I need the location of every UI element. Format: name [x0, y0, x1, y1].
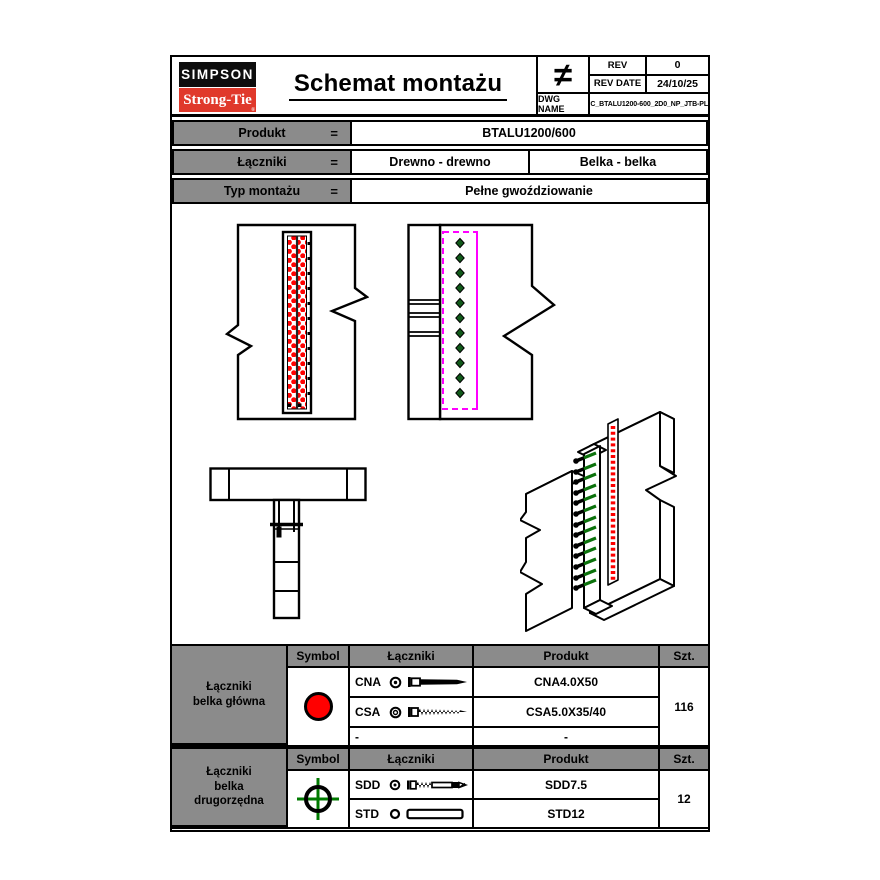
spec-row-mount-type: [172, 178, 708, 204]
fastener-row-sdd: [350, 771, 474, 800]
fastener-table-main-beam: [172, 644, 708, 747]
screw-head-icon: [389, 706, 402, 719]
spec-row-product: [172, 120, 708, 146]
fastener-code: SDD: [355, 777, 381, 792]
title-block: [172, 57, 708, 117]
dowel-profile-icon: [406, 807, 468, 821]
spec-value-beam-beam: Belka - belka: [528, 151, 706, 173]
page-title: Schemat montażu: [289, 70, 507, 101]
spec-value-mount-type: Pełne gwoździowanie: [465, 184, 593, 198]
dwg-name-row: [538, 94, 708, 114]
dwg-name-label: DWG NAME: [538, 94, 590, 114]
col-header-product: Produkt: [474, 646, 660, 668]
col-header-fasteners: Łączniki: [350, 646, 474, 668]
equals-sign: =: [330, 125, 338, 141]
sdd-screw-profile-icon: [406, 778, 468, 792]
spec-value-wood-wood: Drewno - drewno: [389, 155, 491, 169]
col-header-fasteners: Łączniki: [350, 749, 474, 771]
equals-sign: =: [330, 154, 338, 170]
nail-profile-icon: [407, 675, 469, 689]
red-circle-icon: [304, 692, 333, 721]
registered-mark: ®: [251, 108, 255, 113]
brand-strongtie-label: Strong-Tie ®: [179, 88, 256, 112]
product-csa: CSA5.0X35/40: [474, 698, 660, 728]
col-header-qty: Szt.: [660, 749, 708, 771]
group-label-main-beam: Łączniki belka główna: [172, 646, 288, 745]
product-sdd: SDD7.5: [474, 771, 660, 800]
fastener-row-std: [350, 800, 474, 827]
spec-label-fasteners: Łączniki: [237, 155, 287, 169]
fastener-code: CSA: [355, 705, 381, 719]
col-header-symbol: Symbol: [288, 749, 350, 771]
drawing-sheet: [170, 55, 710, 832]
product-std: STD12: [474, 800, 660, 827]
spec-value-product: BTALU1200/600: [482, 126, 576, 140]
rev-row: [590, 57, 708, 76]
col-header-symbol: Symbol: [288, 646, 350, 668]
revision-block: [536, 57, 708, 114]
symbol-cell-main-beam: [288, 668, 350, 745]
spec-label-mount-type: Typ montażu: [223, 184, 301, 198]
screw-profile-icon: [407, 705, 469, 719]
front-view-drawing: [224, 222, 369, 422]
qty-main-beam: 116: [660, 668, 708, 745]
plan-view-drawing: [208, 466, 368, 621]
isometric-view-drawing: [520, 390, 706, 637]
rev-date-value: 24/10/25: [657, 77, 698, 90]
spec-row-fasteners: [172, 149, 708, 175]
drawing-area: [172, 204, 708, 644]
nail-head-icon: [389, 676, 402, 689]
rev-value: 0: [674, 59, 681, 72]
qty-secondary-beam: 12: [660, 771, 708, 827]
green-crosshair-icon: [295, 776, 341, 822]
col-header-qty: Szt.: [660, 646, 708, 668]
brand-logo: [172, 57, 260, 114]
group-label-secondary-beam: Łączniki belka drugorzędna: [172, 749, 288, 827]
fastener-code: CNA: [355, 675, 381, 689]
symbol-cell-secondary-beam: [288, 771, 350, 827]
col-header-product: Produkt: [474, 749, 660, 771]
rev-date-label: REV DATE: [590, 76, 647, 93]
rev-label: REV: [590, 57, 647, 74]
fastener-table-secondary-beam: [172, 747, 708, 829]
product-empty: -: [474, 728, 660, 745]
fastener-row-empty: -: [350, 728, 474, 745]
sdd-head-icon: [389, 779, 401, 791]
not-equal-icon: ≠: [538, 57, 590, 92]
brand-simpson-label: SIMPSON: [179, 62, 256, 87]
fastener-row-cna: [350, 668, 474, 698]
fastener-row-csa: [350, 698, 474, 728]
equals-sign: =: [330, 183, 338, 199]
dwg-name-value: C_BTALU1200-600_2D0_NP_JTB-PL: [590, 100, 708, 108]
spec-label-product: Produkt: [238, 126, 286, 140]
std-head-icon: [389, 808, 401, 820]
rev-date-row: [590, 76, 708, 93]
title-wrap: [260, 57, 536, 114]
product-cna: CNA4.0X50: [474, 668, 660, 698]
fastener-code: STD: [355, 806, 379, 821]
